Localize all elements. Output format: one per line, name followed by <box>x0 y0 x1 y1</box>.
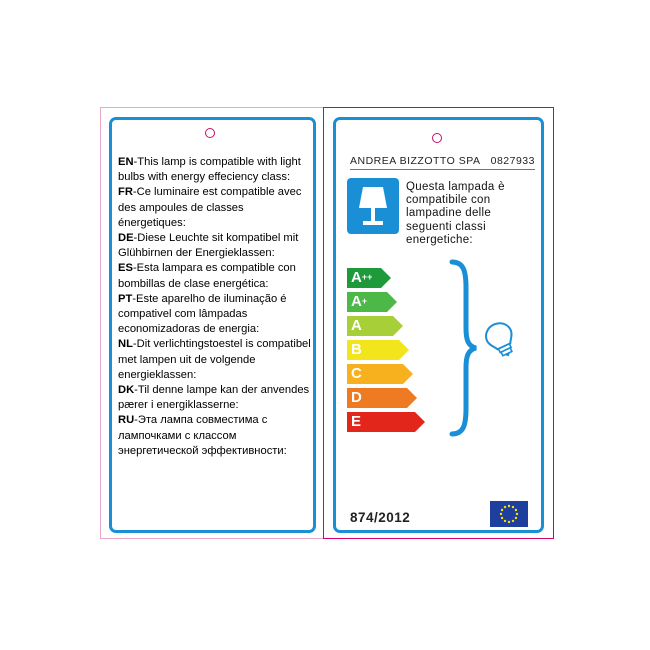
lang-code: ES <box>118 262 133 275</box>
lang-text: -Til denne lampe kan der anvendes pærer i energiklasserne: <box>118 384 310 412</box>
brand-name: ANDREA BIZZOTTO SPA <box>350 155 481 167</box>
energy-class-label: A <box>351 317 362 334</box>
lang-block-en <box>118 155 314 185</box>
brand-row <box>350 155 535 170</box>
right-hang-hole-icon <box>432 133 442 143</box>
energy-class-label: C <box>351 365 362 382</box>
lang-code: DE <box>118 232 134 245</box>
lang-code: FR <box>118 186 133 199</box>
lang-block-ru <box>118 413 314 459</box>
lang-code: DK <box>118 384 135 397</box>
energy-class-label: A++ <box>351 269 373 286</box>
lang-text: -Este aparelho de iluminação é compativel com lâmpadas economizadoras de energia: <box>118 292 287 336</box>
multilingual-text <box>118 155 314 459</box>
lang-block-es <box>118 261 314 291</box>
lang-text: -Эта лампа совместима с лампочками с классом энергетической эффективности: <box>118 414 287 457</box>
light-bulb-icon <box>484 320 518 360</box>
eu-flag-icon <box>490 501 528 527</box>
energy-class-arrow <box>347 292 397 312</box>
lang-text: -Esta lampara es compatible con bombillas de clase energética: <box>118 262 296 290</box>
lang-block-de <box>118 231 314 261</box>
lang-code: NL <box>118 338 133 351</box>
lang-text: -Dit verlichtingstoestel is compatibel met lampen uit de volgende energieklassen: <box>118 338 311 381</box>
table-lamp-icon <box>347 178 399 234</box>
lang-text: -This lamp is compatible with light bulbs with energy effeciency class: <box>118 156 301 184</box>
lang-block-nl <box>118 337 314 383</box>
energy-class-arrow <box>347 364 413 384</box>
energy-class-arrow <box>347 316 403 336</box>
left-hang-hole-icon <box>205 128 215 138</box>
energy-class-arrow <box>347 412 425 432</box>
energy-class-label: A+ <box>351 293 368 310</box>
lang-text: -Diese Leuchte sit kompatibel mit Glühbirnen der Energieklassen: <box>118 232 299 260</box>
lang-block-pt <box>118 292 314 338</box>
lang-block-dk <box>118 383 314 413</box>
lang-code: RU <box>118 414 135 427</box>
lang-block-fr <box>118 185 314 231</box>
lang-code: EN <box>118 156 134 168</box>
curly-brace-icon <box>448 258 478 438</box>
energy-class-label: D <box>351 389 362 406</box>
energy-class-scale <box>347 268 437 438</box>
compatibility-heading: Questa lampada è compatibile con lampadine delle seguenti classi energetiche: <box>406 181 505 246</box>
energy-class-arrow <box>347 340 409 360</box>
lang-text: -Ce luminaire est compatible avec des ampoules de classes énergetiques: <box>118 186 302 229</box>
energy-class-arrow <box>347 268 391 288</box>
lang-code: PT <box>118 292 133 305</box>
product-code: 0827933 <box>490 155 535 167</box>
energy-class-arrow <box>347 388 417 408</box>
energy-class-label: E <box>351 413 362 430</box>
energy-class-label: B <box>351 341 362 358</box>
regulation-number: 874/2012 <box>350 510 411 525</box>
